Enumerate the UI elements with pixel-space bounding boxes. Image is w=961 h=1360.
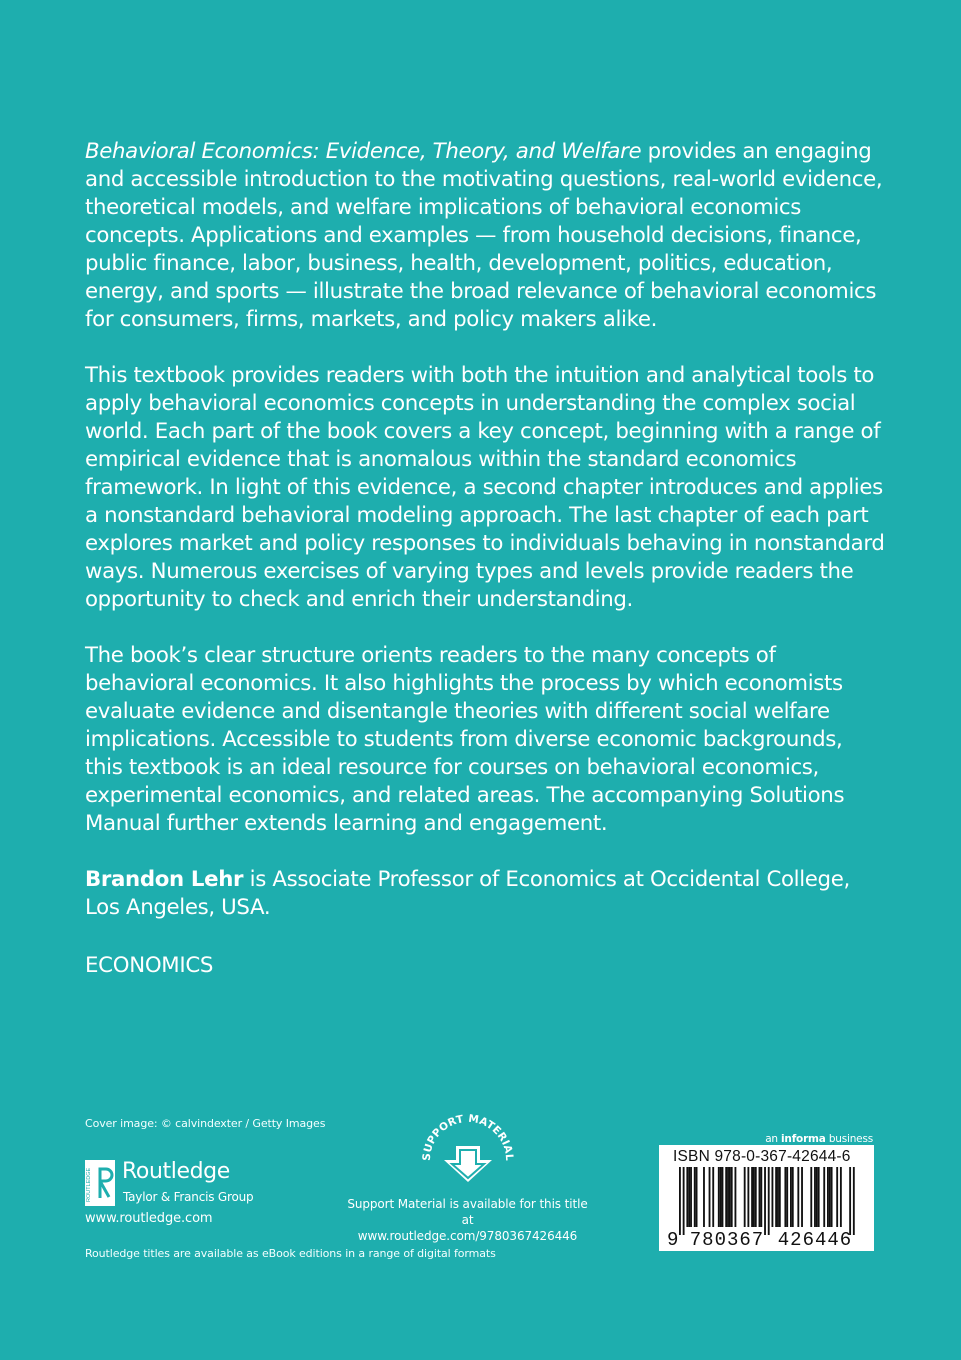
subject-category: ECONOMICS: [85, 953, 214, 978]
blurb-paragraph-2: This textbook provides readers with both the intuition and analytical tools to apply behavioral economics concepts in understanding the complex social world. Each part of the book covers a key concept, beginning with a range of empirical evidence that is anomalous within the standard economics framework. In light of this evidence, a second chapter introduces and applies a nonstandard behavioral modeling approach. The last chapter of each part explores market and policy responses to individuals behaving in nonstandard ways. Numerous exercises of varying types and levels provide readers the opportunity to check and enrich their understanding.: [85, 363, 885, 612]
barcode-bar: [690, 1167, 692, 1227]
barcode-bar: [683, 1167, 685, 1235]
barcode-bar: [772, 1167, 774, 1227]
barcode-bar: [679, 1167, 681, 1235]
publisher-group: Taylor & Francis Group: [123, 1190, 254, 1204]
barcode-bar: [827, 1167, 829, 1227]
barcode-bar: [703, 1167, 705, 1227]
author-name: Brandon Lehr: [85, 867, 244, 892]
support-text: [340, 1196, 595, 1244]
support-line-1: Support Material is available for this title at: [347, 1197, 588, 1227]
barcode-bar: [836, 1167, 838, 1227]
barcode-bar: [722, 1167, 724, 1227]
cover-image-credit: Cover image: © calvindexter / Getty Images: [85, 1117, 326, 1130]
barcode-bar: [729, 1167, 731, 1227]
blurb-paragraph-1: [85, 138, 885, 334]
barcode-bar: [840, 1167, 842, 1227]
barcode-bar: [686, 1167, 688, 1227]
barcode-bar: [764, 1167, 766, 1235]
barcode-bar: [735, 1167, 737, 1227]
barcode-bar: [849, 1167, 851, 1235]
barcode-bar: [751, 1167, 753, 1227]
barcode-bar: [831, 1167, 833, 1227]
barcode-bar: [725, 1167, 727, 1227]
isbn-number: ISBN 978-0-367-42644-6: [673, 1148, 851, 1165]
barcode-bar: [696, 1167, 698, 1227]
author-bio-text: is Associate Professor of Economics at Occidental College, Los Angeles, USA.: [85, 867, 850, 920]
publisher-name: Routledge: [122, 1159, 230, 1184]
author-bio: [85, 866, 885, 922]
barcode-digits-left: 780367: [689, 1229, 765, 1247]
ebook-note: Routledge titles are available as eBook editions in a range of digital formats: [85, 1247, 496, 1260]
barcode-bar: [753, 1167, 755, 1227]
back-cover-blurb: [85, 138, 885, 922]
publisher-website[interactable]: www.routledge.com: [85, 1211, 213, 1226]
routledge-r-logo-icon: [85, 1160, 115, 1206]
isbn-barcode: [659, 1145, 874, 1251]
barcode-bar: [823, 1167, 825, 1227]
barcode-bar: [712, 1167, 714, 1227]
support-material-block: [340, 1112, 595, 1244]
barcode-bar: [709, 1167, 711, 1227]
barcode-bar: [775, 1167, 777, 1227]
informa-business-label: an informa business: [765, 1133, 873, 1145]
barcode-bar: [731, 1167, 733, 1227]
barcode-bar: [790, 1167, 792, 1227]
barcode-bar: [818, 1167, 820, 1227]
barcode-bar: [760, 1167, 762, 1227]
barcode-bar: [779, 1167, 781, 1227]
blurb-paragraph-3: The book’s clear structure orients readers to the many concepts of behavioral economics. It also highlights the process by which economists evaluate evidence and disentangle theories with different social welfare implications. Accessible to students from diverse economic backgrounds, this textbook is an ideal resource for courses on behavioral economics, experimental economics, and related areas. The accompanying Solutions Manual further extends learning and engagement.: [85, 643, 845, 836]
barcode-bar: [688, 1167, 690, 1227]
support-badge-text: SUPPORT MATERIAL: [420, 1112, 515, 1162]
barcode-bar: [810, 1167, 812, 1227]
barcode-bar: [755, 1167, 757, 1227]
barcode-bar: [759, 1167, 761, 1227]
barcode-bar: [814, 1167, 816, 1227]
barcode-bar: [816, 1167, 818, 1227]
barcode-bar: [797, 1167, 799, 1227]
barcode-bar: [801, 1167, 803, 1227]
barcode-digit-first: 9: [667, 1229, 679, 1247]
barcode-bar: [727, 1167, 729, 1227]
barcode-bar: [784, 1167, 786, 1227]
barcode-bar: [694, 1167, 696, 1227]
barcode-bar: [768, 1167, 770, 1235]
barcode-bar: [718, 1167, 720, 1227]
blurb-paragraph-1-text: provides an engaging and accessible introduction to the motivating questions, real-world evidence, theoretical models, and welfare implications of behavioral economics concepts. Applications and examples — from household decisions, finance, public finance, labor, business, health, development, politics, education, energy, and sports — illustrate the broad relevance of behavioral economics for consumers, firms, markets, and policy makers alike.: [85, 139, 883, 332]
support-material-download-icon: [418, 1112, 518, 1192]
barcode-bar: [829, 1167, 831, 1227]
barcode-bar: [786, 1167, 788, 1227]
support-url[interactable]: www.routledge.com/9780367426446: [357, 1229, 578, 1243]
barcode-bar: [720, 1167, 722, 1227]
barcode-bar: [853, 1167, 855, 1235]
barcode-bar: [747, 1167, 749, 1227]
barcode-bar: [777, 1167, 779, 1227]
barcode-digits-right: 426446: [777, 1229, 853, 1247]
barcode-graphic: [665, 1167, 870, 1247]
barcode-bar: [744, 1167, 746, 1227]
barcode-bar: [792, 1167, 794, 1227]
logo-side-text: ROUTLEDGE: [86, 1167, 92, 1202]
book-title: Behavioral Economics: Evidence, Theory, and Welfare: [85, 139, 642, 164]
informa-wordmark: informa: [781, 1133, 826, 1145]
